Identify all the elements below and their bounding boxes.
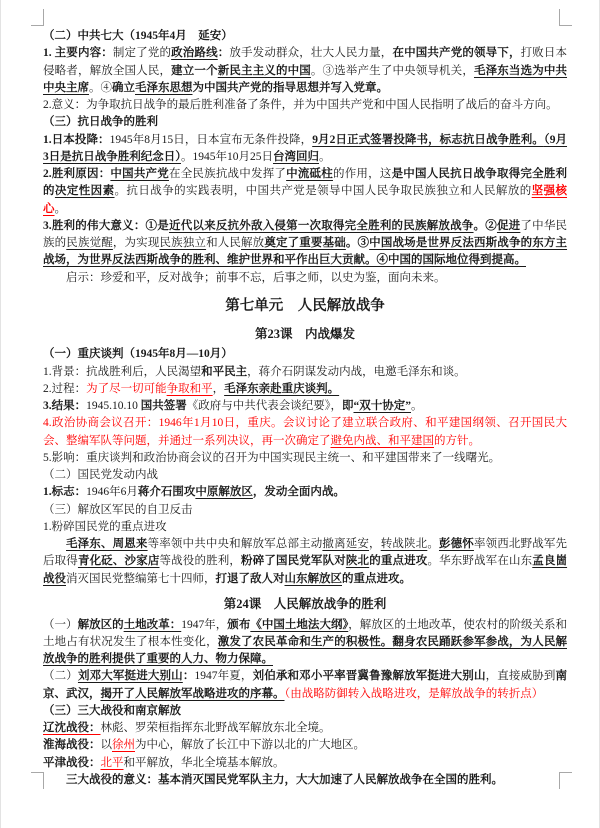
paragraph [43, 381, 567, 398]
text-segment: 国共签署 [140, 400, 187, 412]
text-segment: 毛泽东当选为中共中央主席 [43, 64, 568, 94]
paragraph [43, 467, 567, 484]
text-segment: 中流砥柱 [286, 168, 333, 180]
text-segment: 1946年6月 [86, 486, 138, 499]
text-segment: （由战略防御转入战略进攻，是解放战争的转折点） [284, 687, 544, 700]
paragraph [43, 536, 567, 588]
text-segment: 徐州 [112, 739, 135, 752]
page-margin-mark-top-left [31, 9, 44, 26]
text-segment: 和人民 [206, 237, 242, 249]
text-segment: ， [89, 687, 101, 700]
text-segment: 1945.10.10 [86, 400, 141, 412]
text-segment: 1.粉碎国民党的重点进攻 [43, 520, 167, 533]
text-segment: 放手发动群众，壮大人民力量， [229, 47, 393, 60]
text-segment: 蒋介石围攻 [137, 486, 196, 499]
text-segment: 的作用，这 [332, 168, 392, 180]
text-segment: 。 [54, 202, 66, 215]
text-segment: 在全民族抗战中发挥了 [168, 168, 287, 180]
paragraph [43, 218, 567, 270]
text-segment: 解放区的 [77, 618, 124, 631]
text-segment: 民族觉醒 [66, 237, 113, 249]
text-segment: 彭德怀 [438, 538, 474, 550]
text-segment: 2.过程： [43, 382, 87, 395]
paragraph [43, 484, 567, 501]
paragraph [43, 502, 567, 519]
text-segment: 政治路线 [171, 47, 218, 60]
text-segment: 9月2日正式签署投降书，标志抗日战争胜利。 [312, 133, 544, 146]
text-segment: ， [369, 538, 381, 550]
lesson-heading [43, 595, 567, 614]
text-segment: 了中华民族的 [43, 219, 568, 249]
text-segment: 。抗日战争的实践表明，中国共产党是领导中国人民争取民族独立和人民解放的 [114, 185, 532, 198]
paragraph [43, 270, 567, 287]
paragraph [43, 132, 567, 167]
text-segment: 4.政治协商会议召开：1946年1月10日，重庆。会议讨论了建立联合政府、和平建国纲领、召开国民大会、整编军队等问题，并通过一系列决议，再一次确定了 [43, 417, 567, 447]
text-segment: 为了尽一切可能 [86, 382, 167, 395]
text-segment: 为中国共产党的指导思想并写入党章。 [192, 81, 388, 94]
text-segment: 南京、武汉 [43, 670, 568, 700]
paragraph [43, 772, 567, 789]
text-segment: ， [212, 382, 225, 395]
text-segment: 避免内战、和平建国 [330, 434, 434, 447]
lesson-heading [43, 325, 567, 344]
text-segment: 转战陕北 [380, 538, 428, 550]
text-segment: 3.结果： [43, 400, 87, 412]
paragraph [43, 346, 567, 363]
text-segment: 林彪、罗荣桓指挥东北野战军解放东北全境。 [100, 722, 331, 734]
text-segment: 启示：珍爱和平，反对战争；前事不忘，后事之师，以史为鉴，面向未来。 [66, 271, 446, 284]
text-segment: 打退了敌人对 [215, 572, 285, 585]
text-segment: 1. 主要内容： [43, 47, 113, 60]
unit-heading [43, 296, 567, 318]
text-segment: 撤离延安 [322, 538, 370, 550]
text-segment: 毛泽东、周恩来 [66, 538, 148, 550]
text-segment: 山东解放区 [284, 572, 342, 585]
text-segment: 粉碎了国民党军队对 [241, 555, 346, 568]
text-segment: 以 [100, 739, 112, 752]
text-segment: （三）三大战役和南京解放 [43, 704, 181, 717]
text-segment: 。③选举产生了中央领导机关， [310, 64, 474, 77]
text-segment: 颁布 [227, 618, 251, 631]
text-segment: （二）国民党发动内战 [43, 469, 158, 481]
document-body [43, 28, 567, 789]
page-margin-mark-top-right [559, 9, 572, 26]
text-segment: 孟良崮战役 [43, 555, 568, 585]
paragraph [43, 166, 567, 218]
text-segment: 刘伯承和邓小平率晋冀鲁豫解放军挺进大别山 [252, 670, 486, 683]
paragraph [43, 450, 567, 467]
text-segment: 1947年， [181, 618, 228, 631]
text-segment: 北平 [100, 756, 124, 769]
text-segment: 等战役的胜利， [159, 555, 242, 568]
text-segment: 和平解放，华北全境基本解放。 [123, 756, 285, 769]
text-segment: 激发了农民革命和生产的积极性。翻身农民踊跃参军参战，为人民解放战争的胜利提供了重要的人力、物力保障。 [43, 635, 567, 665]
text-segment: 。 [319, 150, 331, 163]
text-segment: 为中心，解放了长江中下游以北的广大地区。 [135, 739, 365, 752]
paragraph [43, 617, 567, 669]
text-segment: 坚强核心 [43, 185, 568, 215]
paragraph [43, 364, 567, 381]
text-segment: 毛泽东亲赴重庆谈判。 [224, 382, 340, 395]
text-segment: 等率领中共中央和解放军总部主动 [147, 538, 323, 550]
text-segment: 2.胜利原因： [43, 168, 111, 180]
text-segment: ： [217, 47, 230, 60]
text-segment: 1.日本投降： [43, 133, 110, 146]
text-segment: 的重点进攻 [369, 555, 428, 568]
text-segment: 第七单元 人民解放战争 [225, 297, 385, 314]
text-segment: 消灭国民党整编第七十四师， [66, 572, 216, 585]
text-segment: 辽沈战役： [43, 722, 101, 734]
paragraph [43, 703, 567, 720]
text-segment: 5.影响：重庆谈判和政治协商会议的召开为中国实现民主统一、和平建国带来了一线曙光。 [43, 451, 501, 464]
text-segment: ，直接威胁到 [485, 670, 556, 683]
text-segment: 新民主主义的中国 [217, 64, 311, 77]
text-segment: 三大战役的意义：基本消灭国民党军队主力，大大加速了人民解放战争在全国的胜利。 [66, 773, 503, 786]
text-segment: 淮海战役： [43, 739, 101, 752]
text-segment: 土地改革： [123, 618, 182, 631]
text-segment: （二）中共七大（1945年4月 延安） [43, 30, 233, 42]
text-segment: ，解放区的土地改革，使农村的阶级关系和土地占有状况发生了根本性变化， [43, 618, 568, 648]
paragraph [43, 519, 567, 536]
text-segment: 。1945年10月25日 [181, 150, 273, 163]
text-segment: 决定性因素 [54, 185, 115, 198]
text-segment: ，蒋介石阴谋发动内战，电邀毛泽东和谈。 [247, 365, 466, 378]
text-segment: 打败日本侵略者，解放全国人民， [43, 47, 568, 77]
text-segment: 1.标志： [43, 486, 87, 499]
paragraph [43, 737, 567, 754]
text-segment: （二） [43, 670, 78, 683]
text-segment: （一）重庆谈判（1945年8月—10月） [43, 348, 233, 361]
text-segment: 《中国土地法大纲》 [250, 618, 349, 631]
text-segment: 在中国共产党的领导下， [392, 47, 521, 60]
text-segment: 促进 [496, 219, 521, 232]
text-segment: 《政府与中共代表会谈纪要》， [186, 400, 342, 412]
text-segment: 即 [342, 400, 354, 412]
text-segment: 争取和平 [166, 382, 213, 395]
text-segment: 青化砭、沙家店 [77, 555, 160, 568]
text-segment: 的方针。 [434, 434, 480, 447]
text-segment: 建立一个 [171, 64, 218, 77]
text-segment: ： [182, 670, 195, 683]
text-segment: ①是 [145, 219, 169, 232]
text-segment: 1.背景：抗战胜利后，人民渴望 [43, 365, 202, 378]
text-segment: 制定了党的 [112, 47, 172, 60]
text-segment: 。 [427, 538, 439, 550]
text-segment: 中国共产党 [110, 168, 169, 180]
text-segment: 。② [473, 219, 497, 232]
text-segment: 是中国人民抗日战争取得完全胜利的 [43, 168, 568, 198]
text-segment: 第24课 人民解放战争的胜利 [223, 596, 387, 611]
text-segment: ，发动全面内战。 [252, 486, 345, 499]
text-segment: 。 [411, 400, 423, 412]
paragraph [43, 114, 567, 131]
text-segment: 陕北 [345, 555, 370, 568]
text-segment: 民族独立 [159, 237, 207, 249]
text-segment: 解放 [241, 237, 265, 249]
text-segment: 。④ [89, 81, 112, 94]
paragraph [43, 720, 567, 737]
text-segment: 率领西北野战军先后取得 [43, 538, 568, 568]
paragraph [43, 28, 567, 45]
text-segment: 中原解放区 [195, 486, 253, 499]
paragraph [43, 97, 567, 114]
text-segment: （三）抗日战争的胜利 [43, 116, 158, 129]
paragraph [43, 415, 567, 450]
text-segment: 1945年8月15日，日本宣布无条件投降， [109, 133, 313, 146]
text-segment: 台湾回归 [273, 150, 319, 163]
paragraph [43, 398, 567, 415]
text-segment: 奠定了重要基础 [264, 237, 346, 249]
text-segment: “双十协定” [353, 400, 411, 412]
text-segment: 揭开了人民解放军战略进攻的序幕。 [100, 687, 285, 700]
text-segment: 。华东野战军在山东 [427, 555, 533, 568]
text-segment: 3.胜利的伟大意义： [43, 219, 146, 232]
text-segment: （三）解放区军民的自卫反击 [43, 503, 193, 516]
text-segment: 的重点进攻。 [342, 572, 411, 585]
text-segment: 中国战场是世界反法西斯战争的东方主战场，为世界反法西斯战争的胜利、维护世界和平作出巨大贡献。④中国的国际地位得到提高。 [43, 237, 568, 267]
text-segment: 近代以来反抗外敌入侵第一次取得完全胜利的民族解放战争 [168, 219, 474, 232]
text-segment: 平津战役： [43, 756, 101, 769]
text-segment: 刘邓大军挺进大别山 [77, 670, 183, 683]
text-segment: 第23课 内战爆发 [254, 326, 355, 341]
text-segment: （9月3日是抗日战争胜利纪念日） [43, 133, 568, 163]
paragraph [43, 755, 567, 772]
text-segment: （一） [43, 618, 78, 631]
paragraph [43, 45, 567, 97]
text-segment: 1947年夏， [194, 670, 253, 683]
text-segment: 和平民主 [201, 365, 248, 378]
paragraph [43, 668, 567, 703]
text-segment: 确立 [112, 81, 135, 94]
text-segment: 。③ [345, 237, 370, 249]
text-segment: 2.意义：为争取抗日战争的最后胜利准备了条件，并为中国共产党和中国人民指明了战后的奋斗方向。 [43, 99, 558, 111]
text-segment: ，为实现 [112, 237, 160, 249]
text-segment: 毛泽东思想 [135, 81, 193, 94]
